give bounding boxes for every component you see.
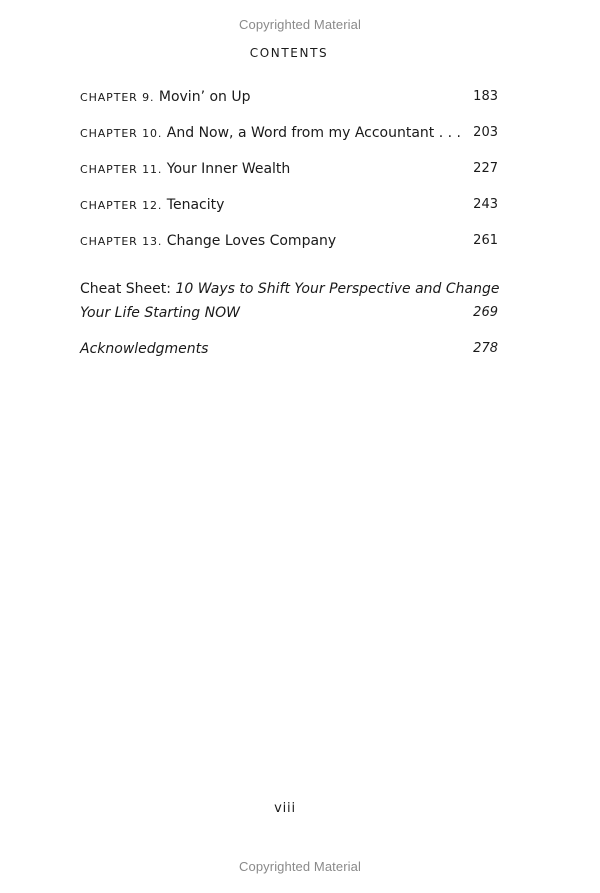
copyright-watermark-top: Copyrighted Material bbox=[239, 17, 361, 32]
toc-entry-acknowledgments[interactable] bbox=[80, 338, 498, 360]
toc-entry-chapter-9[interactable] bbox=[80, 86, 498, 108]
chapter-title: Change Loves Company bbox=[166, 233, 337, 249]
cheat-sheet-line-2 bbox=[80, 301, 498, 325]
cheat-sheet-label: Cheat Sheet: bbox=[80, 281, 171, 297]
chapter-label: CHAPTER 10. bbox=[80, 127, 163, 140]
contents-heading: CONTENTS bbox=[249, 46, 329, 60]
chapter-label: CHAPTER 9. bbox=[80, 91, 155, 104]
page-number: 278 bbox=[473, 341, 498, 356]
chapter-label: CHAPTER 12. bbox=[80, 199, 163, 212]
page-number: 203 bbox=[473, 125, 498, 140]
toc-entry-cheat-sheet[interactable] bbox=[80, 277, 498, 325]
page-number: 183 bbox=[473, 89, 498, 104]
page-number: 269 bbox=[473, 305, 498, 320]
chapter-title: Movin’ on Up bbox=[158, 89, 251, 105]
page-number: 243 bbox=[473, 197, 498, 212]
chapter-label: CHAPTER 11. bbox=[80, 163, 163, 176]
chapter-title: Tenacity bbox=[166, 197, 225, 213]
acknowledgments-title: Acknowledgments bbox=[80, 341, 209, 357]
toc-entry-chapter-11[interactable] bbox=[80, 158, 498, 180]
cheat-sheet-line-1 bbox=[80, 277, 498, 301]
chapter-title: Your Inner Wealth bbox=[166, 161, 291, 177]
cheat-sheet-title-part-2: Your Life Starting NOW bbox=[80, 305, 240, 321]
toc-entry-chapter-13[interactable] bbox=[80, 230, 498, 252]
copyright-watermark-bottom: Copyrighted Material bbox=[239, 859, 361, 874]
chapter-title: And Now, a Word from my Accountant . . . bbox=[166, 125, 461, 141]
page-folio: viii bbox=[274, 801, 296, 816]
page-number: 227 bbox=[473, 161, 498, 176]
chapter-label: CHAPTER 13. bbox=[80, 235, 163, 248]
toc-entry-chapter-12[interactable] bbox=[80, 194, 498, 216]
page-number: 261 bbox=[473, 233, 498, 248]
toc-entry-chapter-10[interactable] bbox=[80, 122, 498, 144]
cheat-sheet-title-part-1: 10 Ways to Shift Your Perspective and Change bbox=[175, 281, 500, 297]
